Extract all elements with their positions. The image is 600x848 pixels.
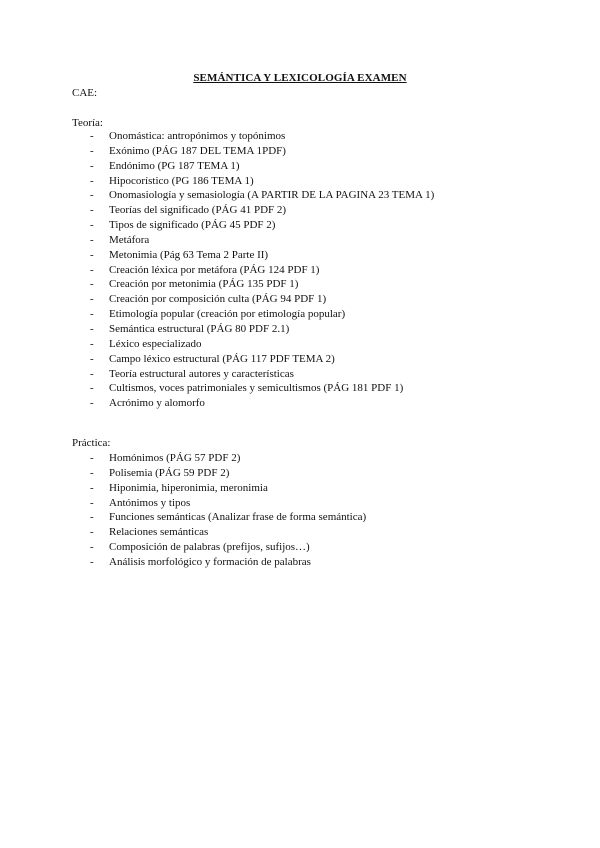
practica-label: Práctica:	[72, 437, 111, 449]
bullet-dash: -	[90, 293, 94, 306]
practica-item: Funciones semánticas (Analizar frase de forma semántica)	[109, 511, 367, 524]
teoria-item: Metáfora	[109, 233, 150, 246]
practica-item: Antónimos y tipos	[109, 496, 191, 509]
teoria-item: Onomasiología y semasiología (A PARTIR DE LA PAGINA 23 TEMA 1)	[109, 189, 435, 202]
teoria-item: Tipos de significado (PÁG 45 PDF 2)	[109, 219, 276, 232]
bullet-dash: -	[90, 397, 94, 410]
bullet-dash: -	[90, 233, 94, 246]
cae-label: CAE:	[72, 87, 98, 99]
bullet-dash: -	[90, 189, 94, 202]
bullet-dash: -	[90, 144, 94, 157]
bullet-dash: -	[90, 511, 94, 524]
bullet-dash: -	[90, 174, 94, 187]
teoria-item: Creación léxica por metáfora (PÁG 124 PDF 1)	[109, 263, 320, 276]
bullet-dash: -	[90, 466, 94, 479]
bullet-dash: -	[90, 555, 94, 568]
practica-item: Análisis morfológico y formación de palabras	[109, 555, 311, 568]
teoria-item: Cultismos, voces patrimoniales y semicultismos (PÁG 181 PDF 1)	[109, 382, 404, 395]
bullet-dash: -	[90, 219, 94, 232]
bullet-dash: -	[90, 308, 94, 321]
document-title: SEMÁNTICA Y LEXICOLOGÍA EXAMEN	[193, 72, 407, 84]
bullet-dash: -	[90, 248, 94, 261]
teoria-label: Teoría:	[72, 117, 103, 129]
bullet-dash: -	[90, 481, 94, 494]
teoria-item: Onomástica: antropónimos y topónimos	[109, 130, 286, 142]
bullet-dash: -	[90, 263, 94, 276]
practica-item: Hiponimia, hiperonimia, meronimia	[109, 481, 268, 494]
bullet-dash: -	[90, 278, 94, 291]
practica-item: Polisemia (PÁG 59 PDF 2)	[109, 466, 230, 479]
teoria-item: Semántica estructural (PÁG 80 PDF 2.1)	[109, 322, 290, 335]
bullet-dash: -	[90, 496, 94, 509]
teoria-item: Metonimia (Pág 63 Tema 2 Parte II)	[109, 248, 269, 261]
teoria-item: Campo léxico estructural (PÁG 117 PDF TEMA 2)	[109, 352, 335, 365]
bullet-dash: -	[90, 452, 94, 464]
teoria-item: Endónimo (PG 187 TEMA 1)	[109, 159, 240, 172]
teoria-item: Creación por composición culta (PÁG 94 PDF 1)	[109, 293, 327, 306]
teoria-item: Teorías del significado (PÁG 41 PDF 2)	[109, 204, 287, 217]
bullet-dash: -	[90, 337, 94, 350]
bullet-dash: -	[90, 159, 94, 172]
teoria-item: Exónimo (PÁG 187 DEL TEMA 1PDF)	[109, 144, 286, 157]
bullet-dash: -	[90, 352, 94, 365]
bullet-dash: -	[90, 367, 94, 380]
bullet-dash: -	[90, 382, 94, 395]
bullet-dash: -	[90, 526, 94, 539]
bullet-dash: -	[90, 130, 94, 142]
teoria-item: Etimología popular (creación por etimología popular)	[109, 308, 346, 321]
teoria-item: Léxico especializado	[109, 337, 202, 350]
practica-item: Composición de palabras (prefijos, sufijos…)	[109, 541, 310, 554]
bullet-dash: -	[90, 204, 94, 217]
bullet-dash: -	[90, 541, 94, 554]
teoria-item: Hipocorístico (PG 186 TEMA 1)	[109, 174, 254, 187]
teoria-item: Acrónimo y alomorfo	[109, 397, 205, 410]
teoria-item: Teoría estructural autores y características	[109, 367, 294, 380]
teoria-item: Creación por metonimia (PÁG 135 PDF 1)	[109, 278, 299, 291]
practica-item: Homónimos (PÁG 57 PDF 2)	[109, 452, 241, 464]
bullet-dash: -	[90, 322, 94, 335]
practica-item: Relaciones semánticas	[109, 526, 209, 539]
